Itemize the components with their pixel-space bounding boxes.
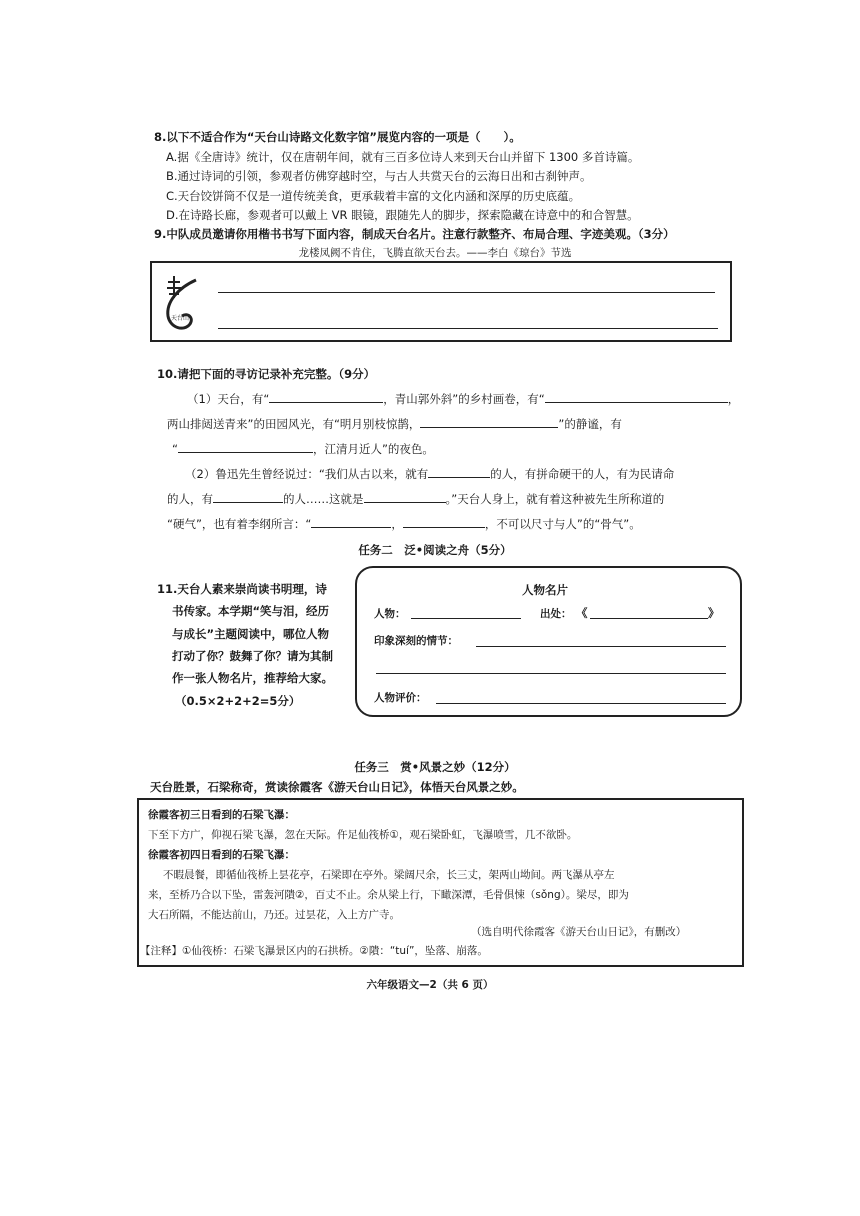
q11-score: （0.5×2+2+2=5分） [175, 694, 301, 708]
passage-source: （选自明代徐霞客《游天台山日记》，有删改） [471, 926, 687, 938]
q11-line: 书传家。本学期“笑与泪，经历 [172, 604, 330, 618]
q8-option-d: D.在诗路长廊，参观者可以戴上 VR 眼镜，跟随先人的脚步，探索隐藏在诗意中的和合智慧。 [166, 208, 639, 222]
q10-line-2 [167, 415, 622, 432]
passage-heading-1: 徐霞客初三日看到的石梁飞瀑： [148, 809, 295, 821]
task2-title: 任务二 泛•阅读之舟（5分） [358, 543, 512, 557]
card-title: 人物名片 [522, 583, 568, 597]
q11-line: 作一张人物名片，推荐给大家。 [172, 671, 333, 685]
answer-blank-7[interactable] [364, 490, 446, 503]
eval-label: 人物评价： [374, 692, 427, 704]
answer-blank-9[interactable] [403, 515, 485, 528]
q10-text: （1）天台，有“ [187, 392, 270, 406]
q10-line-3 [172, 440, 434, 457]
passage-line: 来，至桥乃合以下坠，雷轰河隤②，百丈不止。余从梁上行，下瞰深潭，毛骨俱悚（sǒng）。梁尽，即为 [148, 889, 629, 901]
answer-blank-2[interactable] [545, 390, 728, 403]
q10-text: 的人，有拼命硬干的人，有为民请命 [490, 467, 675, 481]
q8-option-b: B.通过诗词的引领，参观者仿佛穿越时空，与古人共赏天台的云海日出和古刹钟声。 [166, 169, 592, 183]
q10-text: ， [727, 392, 740, 406]
answer-blank-6[interactable] [213, 490, 283, 503]
q10-line-1 [187, 390, 739, 407]
q10-text: 两山排闼送青来”的田园风光，有“明月别枝惊鹊， [167, 417, 421, 431]
passage-notes: 【注释】①仙筏桥：石梁飞瀑景区内的石拱桥。②隤：“tuí”，坠落、崩落。 [140, 945, 488, 957]
writing-line-1[interactable] [218, 292, 715, 293]
plot-input-1[interactable] [476, 646, 726, 647]
plot-label: 印象深刻的情节： [374, 635, 458, 647]
writing-line-2[interactable] [218, 328, 718, 329]
q10-text: ， [391, 517, 403, 531]
passage-line: 不暇晨餐，即循仙筏桥上昙花亭，石梁即在亭外。梁阔尺余，长三丈，架两山坳间。两飞瀑从亭左 [163, 869, 615, 881]
q10-text: （2）鲁迅先生曾经说过：“我们从古以来，就有 [185, 467, 429, 481]
book-close-mark: 》 [708, 606, 720, 620]
q11-line: 打动了你？鼓舞了你？请为其制 [172, 649, 333, 663]
plot-input-2[interactable] [376, 673, 726, 674]
q8-option-c: C.天台饺饼筒不仅是一道传统美食，更承载着丰富的文化内涵和深厚的历史底蕴。 [166, 189, 581, 203]
q10-text: 。”天台人身上，就有着这种被先生所称道的 [445, 492, 665, 506]
writing-box [150, 261, 732, 342]
eval-input[interactable] [436, 703, 726, 704]
answer-blank-5[interactable] [428, 465, 490, 478]
person-label: 人物： [374, 608, 406, 620]
task3-intro: 天台胜景，石梁称奇，赏读徐霞客《游天台山日记》，体悟天台风景之妙。 [150, 780, 524, 794]
passage-heading-2: 徐霞客初四日看到的石梁飞瀑： [148, 849, 295, 861]
tiantai-logo-icon [160, 268, 210, 334]
q10-text: ，青山郭外斜”的乡村画卷，有“ [383, 392, 545, 406]
book-open-mark: 《 [576, 606, 588, 620]
passage-line: 下至下方广，仰视石梁飞瀑，忽在天际。仵足仙筏桥①，观石梁卧虹，飞瀑喷雪，几不欲卧。 [148, 829, 578, 841]
answer-blank-3[interactable] [420, 415, 558, 428]
svg-text:天台山: 天台山 [171, 315, 190, 322]
source-label: 出处： [540, 608, 572, 620]
q10-text: 的人，有 [167, 492, 213, 506]
q10-line-4 [185, 465, 674, 482]
q10-text: ”的静谧，有 [558, 417, 622, 431]
q11-line: 11.天台人素来崇尚读书明理，诗 [157, 582, 327, 596]
page-footer: 六年级语文—2（共 6 页） [366, 979, 494, 991]
q9-stem: 9.中队成员邀请你用楷书书写下面内容，制成天台名片。注意行款整齐、布局合理、字迹美观。（3分） [154, 227, 675, 241]
q11-line: 与成长”主题阅读中，哪位人物 [172, 627, 330, 641]
person-input[interactable] [411, 618, 521, 619]
answer-blank-1[interactable] [269, 390, 383, 403]
q10-text: “硬气”，也有着李纲所言：“ [167, 517, 312, 531]
source-input[interactable] [590, 618, 708, 619]
q8-stem: 8.以下不适合作为“天台山诗路文化数字馆”展览内容的一项是（ ）。 [154, 130, 521, 144]
answer-blank-4[interactable] [178, 440, 313, 453]
q10-text: ，不可以尺寸与人”的“骨气”。 [484, 517, 641, 531]
q10-line-6 [167, 515, 641, 532]
answer-blank-8[interactable] [311, 515, 391, 528]
q8-option-a: A.据《全唐诗》统计，仅在唐朝年间，就有三百多位诗人来到天台山并留下 1300 多首诗篇。 [166, 150, 640, 164]
q10-text: “ [172, 442, 178, 456]
q10-text: ，江清月近人”的夜色。 [312, 442, 434, 456]
q10-text: 的人……这就是 [283, 492, 364, 506]
q10-line-5 [167, 490, 664, 507]
passage-line: 大石所隔，不能达前山，乃还。过昙花，入上方广寺。 [148, 909, 400, 921]
q9-poem: 龙楼凤阙不肯住，飞腾直欲天台去。——李白《琼台》节选 [298, 247, 572, 259]
task3-title: 任务三 赏•风景之妙（12分） [354, 760, 516, 774]
q10-stem: 10.请把下面的寻访记录补充完整。（9分） [157, 367, 376, 381]
